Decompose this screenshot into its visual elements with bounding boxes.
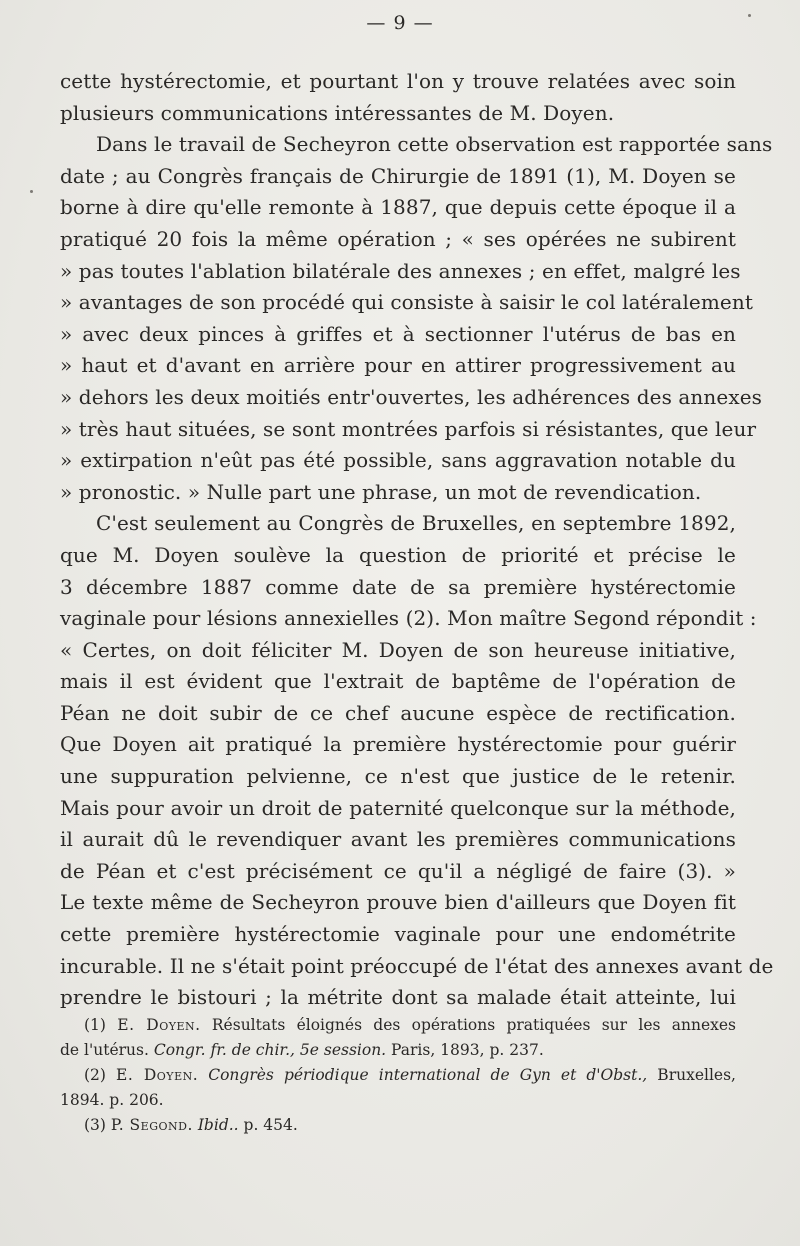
footnotes xyxy=(60,1013,736,1138)
footnote-text: 1894. p. 206. xyxy=(60,1091,164,1109)
text-line: que M. Doyen soulève la question de priorité et précise le xyxy=(60,542,736,567)
text-line: plusieurs communications intéressantes de M. Doyen. xyxy=(60,100,615,125)
text-line: Péan ne doit subir de ce chef aucune espèce de rectification. xyxy=(60,700,736,725)
footnote-line xyxy=(60,1038,736,1063)
text-line: Le texte même de Secheyron prouve bien d'ailleurs que Doyen fit xyxy=(60,890,736,915)
footnote-number: (2) xyxy=(84,1066,106,1084)
footnote-title: Ibid.. xyxy=(197,1116,239,1134)
text-line: 3 décembre 1887 comme date de sa première hystérectomie xyxy=(60,574,736,599)
footnote-line xyxy=(60,1013,736,1038)
text-line: » pas toutes l'ablation bilatérale des annexes ; en effet, malgré les xyxy=(60,258,741,283)
text-line: » extirpation n'eût pas été possible, sans aggravation notable du xyxy=(60,448,736,473)
text-line: » très haut situées, se sont montrées parfois si résistantes, que leur xyxy=(60,416,757,441)
text-line: Mais pour avoir un droit de paternité quelconque sur la méthode, xyxy=(60,795,736,820)
text-line: il aurait dû le revendiquer avant les premières communications xyxy=(60,827,736,852)
text-line: mais il est évident que l'extrait de baptême de l'opération de xyxy=(60,669,736,694)
text-line: prendre le bistouri ; la métrite dont sa malade était atteinte, lui xyxy=(60,985,736,1010)
footnote-author: E. Doyen. xyxy=(116,1066,199,1084)
footnote-reference: Paris, 1893, p. 237. xyxy=(386,1041,544,1059)
text-line: une suppuration pelvienne, ce n'est que justice de le retenir. xyxy=(60,764,736,789)
text-line: « Certes, on doit féliciter M. Doyen de son heureuse initiative, xyxy=(60,637,736,662)
footnote-text: de l'utérus. xyxy=(60,1041,154,1059)
footnote-line xyxy=(60,1063,736,1088)
text-line: vaginale pour lésions annexielles (2). Mon maître Segond répondit : xyxy=(60,606,757,631)
text-line: » pronostic. » Nulle part une phrase, un mot de revendication. xyxy=(60,479,702,504)
text-line: incurable. Il ne s'était point préoccupé de l'état des annexes avant de xyxy=(60,953,774,978)
footnote-title: Congr. fr. de chir., 5e session. xyxy=(153,1041,387,1059)
footnote-line xyxy=(60,1088,736,1113)
footnote-author: E. Doyen. xyxy=(117,1016,201,1034)
text-line: » haut et d'avant en arrière pour en attirer progressivement au xyxy=(60,353,736,378)
footnote-author: P. Segond. xyxy=(110,1116,193,1134)
text-line: » dehors les deux moitiés entr'ouvertes, les adhérences des annexes xyxy=(60,384,763,409)
paper-speck xyxy=(748,14,751,17)
page-number: — 9 — xyxy=(366,12,434,34)
footnote-reference: p. 454. xyxy=(238,1116,298,1134)
paper-speck xyxy=(30,190,33,193)
footnote-number: (1) xyxy=(84,1016,106,1034)
text-line: Que Doyen ait pratiqué la première hystérectomie pour guérir xyxy=(60,732,736,757)
text-line: borne à dire qu'elle remonte à 1887, que depuis cette époque il a xyxy=(60,195,736,220)
footnote-line xyxy=(60,1113,736,1138)
footnote-number: (3) xyxy=(84,1116,106,1134)
footnote-reference: Bruxelles, xyxy=(647,1066,736,1084)
footnote-title: Congrès périodique international de Gyn et d'Obst., xyxy=(208,1066,648,1084)
body-text xyxy=(60,66,774,1014)
text-line: cette première hystérectomie vaginale pour une endométrite xyxy=(60,922,736,947)
text-line: cette hystérectomie, et pourtant l'on y trouve relatées avec soin xyxy=(60,69,736,93)
text-line: » avec deux pinces à griffes et à sectionner l'utérus de bas en xyxy=(60,321,736,346)
text-line: Dans le travail de Secheyron cette observation est rapportée sans xyxy=(96,132,773,157)
text-line: » avantages de son procédé qui consiste à saisir le col latéralement xyxy=(60,290,753,315)
text-line: de Péan et c'est précisément ce qu'il a négligé de faire (3). » xyxy=(60,858,736,883)
text-line: pratiqué 20 fois la même opération ; « ses opérées ne subirent xyxy=(60,226,736,251)
text-line: date ; au Congrès français de Chirurgie de 1891 (1), M. Doyen se xyxy=(60,163,736,188)
text-line: C'est seulement au Congrès de Bruxelles, en septembre 1892, xyxy=(96,511,736,536)
footnote-text: Résultats éloignés des opérations pratiquées sur les annexes xyxy=(211,1016,736,1034)
